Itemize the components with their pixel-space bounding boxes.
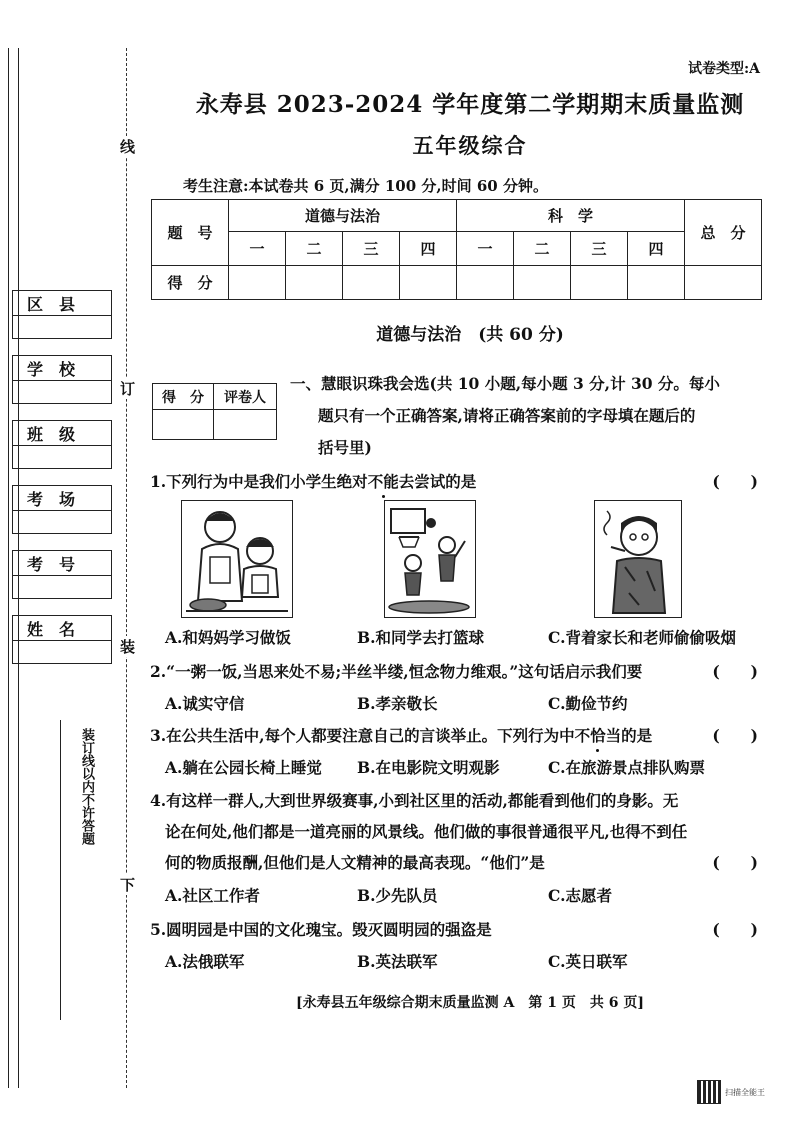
q4-answer-paren[interactable]: ( ) (712, 853, 758, 872)
binding-border-outer (8, 48, 9, 1088)
q1-option-c[interactable]: C.背着家长和老师偷偷吸烟 (548, 628, 736, 647)
score-cell[interactable] (628, 266, 685, 300)
exam-room-label: 考 场 (13, 486, 111, 511)
score-table-score-label: 得 分 (152, 266, 229, 300)
q1-option-a[interactable]: A.和妈妈学习做饭 (165, 628, 291, 647)
score-cell[interactable] (571, 266, 628, 300)
exam-room-field[interactable] (12, 485, 112, 534)
score-cell[interactable] (229, 266, 286, 300)
part1-instruction-line: 题只有一个正确答案,请将正确答案前的字母填在题后的 (318, 406, 696, 425)
grader-name-label: 评卷人 (214, 384, 277, 410)
district-label: 区 县 (13, 291, 111, 316)
q4-option-a[interactable]: A.社区工作者 (165, 886, 260, 905)
score-table-group-science: 科 学 (457, 200, 685, 232)
q5-answer-paren[interactable]: ( ) (712, 920, 758, 939)
q3-stem (150, 724, 652, 746)
score-col-header: 四 (400, 232, 457, 266)
score-col-header: 二 (514, 232, 571, 266)
q3-option-c[interactable]: C.在旅游景点排队购票 (548, 758, 705, 777)
qr-code-icon (697, 1080, 721, 1104)
exam-room-blank[interactable] (13, 511, 111, 533)
q3-option-a[interactable]: A.躺在公园长椅上睡觉 (165, 758, 322, 777)
score-col-header: 一 (229, 232, 286, 266)
exam-number-label: 考 号 (13, 551, 111, 576)
q3-stem-pre: 3.在公共生活中,每个人都要注意自己的言谈举止。下列行为中 (150, 726, 575, 745)
grader-score-cell[interactable] (153, 410, 214, 440)
page-footer: [永寿县五年级综合期末质量监测 A 第 1 页 共 6 页] (296, 995, 644, 1011)
score-col-header: 二 (286, 232, 343, 266)
q2-option-c[interactable]: C.勤俭节约 (548, 694, 628, 713)
binding-char-zhuang: 装 (120, 638, 136, 656)
district-blank[interactable] (13, 316, 111, 338)
score-cell[interactable] (400, 266, 457, 300)
cooking-illustration (182, 501, 292, 617)
binding-line-main (126, 48, 127, 1088)
smoking-illustration (595, 501, 681, 617)
score-cell[interactable] (343, 266, 400, 300)
q4-stem-line: 论在何处,他们都是一道亮丽的风景线。他们做的事很普通很平凡,也得不到任 (165, 822, 688, 841)
school-label: 学 校 (13, 356, 111, 381)
q3-stem-post: 的是 (621, 726, 653, 745)
school-blank[interactable] (13, 381, 111, 403)
class-label: 班 级 (13, 421, 111, 446)
q4-stem-line: 4.有这样一群人,大到世界级赛事,小到社区里的活动,都能看到他们的身影。无 (150, 791, 679, 810)
school-field[interactable] (12, 355, 112, 404)
section-title: 道德与法治 (共 60 分) (376, 325, 564, 345)
grader-name-cell[interactable] (214, 410, 277, 440)
q2-answer-paren[interactable]: ( ) (712, 662, 758, 681)
q5-option-a[interactable]: A.法俄联军 (165, 952, 245, 971)
q5-stem: 5.圆明园是中国的文化瑰宝。毁灭圆明园的强盗是 (150, 920, 492, 939)
q5-option-b[interactable]: B.英法联军 (357, 952, 438, 971)
score-cell[interactable] (457, 266, 514, 300)
score-cell-total[interactable] (685, 266, 762, 300)
class-blank[interactable] (13, 446, 111, 468)
score-table-question-label: 题 号 (152, 200, 229, 266)
grader-table (152, 383, 277, 440)
exam-number-blank[interactable] (13, 576, 111, 598)
binding-char-xia: 下 (120, 876, 136, 894)
score-col-header: 四 (628, 232, 685, 266)
basketball-illustration (385, 501, 475, 617)
q2-option-b[interactable]: B.孝亲敬长 (357, 694, 438, 713)
q5-option-c[interactable]: C.英日联军 (548, 952, 628, 971)
district-field[interactable] (12, 290, 112, 339)
name-label: 姓 名 (13, 616, 111, 641)
part1-instruction-line: 括号里) (318, 438, 372, 457)
q3-stem-emphasis: 不恰当 (574, 726, 622, 745)
score-col-header: 三 (343, 232, 400, 266)
q1-stem-pre: 1.下列行为中是我们小学生绝对 (150, 472, 368, 491)
score-col-header: 一 (457, 232, 514, 266)
part1-instruction-line: 一、慧眼识珠我会选(共 10 小题,每小题 3 分,计 30 分。每小 (290, 374, 720, 393)
q1-stem (150, 470, 476, 492)
exam-notice: 考生注意:本试卷共 6 页,满分 100 分,时间 60 分钟。 (183, 177, 548, 195)
q1-answer-paren[interactable]: ( ) (712, 472, 758, 491)
q4-stem-line: 何的物质报酬,但他们是人文精神的最高表现。“他们”是 (165, 853, 545, 872)
q4-option-c[interactable]: C.志愿者 (548, 886, 612, 905)
name-blank[interactable] (13, 641, 111, 663)
class-field[interactable] (12, 420, 112, 469)
q4-option-b[interactable]: B.少先队员 (357, 886, 438, 905)
exam-subtitle: 五年级综合 (412, 133, 528, 158)
q1-picture-cooking (181, 500, 293, 618)
binding-char-ding: 订 (120, 380, 136, 398)
score-table (151, 199, 762, 300)
binding-char-xian: 线 (120, 138, 136, 156)
q1-stem-emphasis: 不能 (367, 472, 399, 491)
exam-number-field[interactable] (12, 550, 112, 599)
q2-stem: 2.“一粥一饭,当思来处不易;半丝半缕,恒念物力维艰。”这句话启示我们要 (150, 662, 643, 681)
paper-type: 试卷类型:A (687, 61, 760, 77)
binding-line-left (60, 720, 61, 1020)
exam-title: 永寿县 2023-2024 学年度第二学期期末质量监测 (195, 91, 745, 118)
score-table-total-label: 总 分 (685, 200, 762, 266)
score-table-group-ethics: 道德与法治 (229, 200, 457, 232)
name-field[interactable] (12, 615, 112, 664)
q2-option-a[interactable]: A.诚实守信 (165, 694, 245, 713)
scanner-label: 扫描全能王 (725, 1087, 765, 1097)
grader-score-label: 得 分 (153, 384, 214, 410)
score-cell[interactable] (286, 266, 343, 300)
q1-option-b[interactable]: B.和同学去打篮球 (357, 628, 484, 647)
q3-option-b[interactable]: B.在电影院文明观影 (357, 758, 500, 777)
q1-stem-post: 去尝试的是 (398, 472, 477, 491)
binding-note: 装订线以内不许答题 (79, 728, 94, 845)
score-col-header: 三 (571, 232, 628, 266)
q3-answer-paren[interactable]: ( ) (712, 726, 758, 745)
q1-picture-basketball (384, 500, 476, 618)
q1-picture-smoking (594, 500, 682, 618)
scanner-watermark (697, 1080, 765, 1104)
score-cell[interactable] (514, 266, 571, 300)
